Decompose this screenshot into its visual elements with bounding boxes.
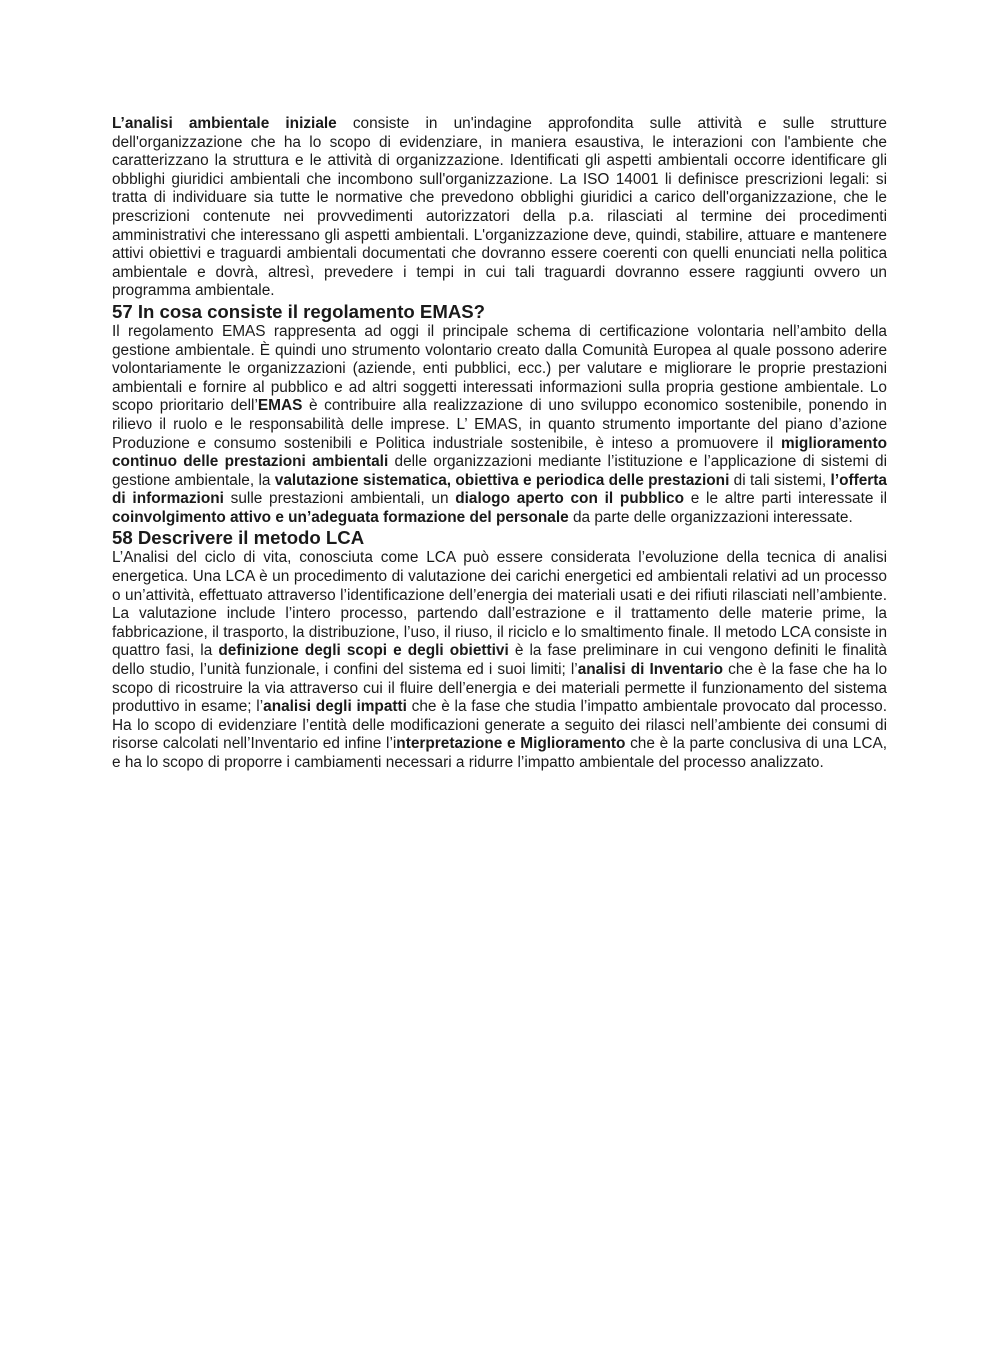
- text-run: delle organizzazioni mediante l’istituzione e l’applicazione di sistemi di gestione ambientale, la: [112, 453, 887, 489]
- bold-run: EMAS: [257, 397, 303, 415]
- bold-run: dialogo aperto con il pubblico: [455, 490, 684, 508]
- section-57-paragraph: [112, 323, 887, 528]
- text-run: Il regolamento EMAS rappresenta ad oggi il principale schema di certificazione volontaria nell’ambito della gestione ambientale. È quindi uno strumento volontario creato dalla Comunità Europea al quale possono aderire volontariamente le organizzazioni (aziende, enti pubblici, ecc.) per valutare e migliorare le proprie prestazioni ambientali e fornire al pubblico e ad altri soggetti interessati informazioni sulla propria gestione ambientale. Lo scopo prioritario dell’: [112, 322, 887, 415]
- text-run: che è la fase che studia l’impatto ambientale provocato dal processo. Ha lo scopo di evidenziare l’entità delle modificazioni generate a seguito dei rilasci nell’ambiente dei consumi di risorse calcolati nell’Inventario ed infine l’i: [112, 698, 887, 753]
- bold-run: l’offerta di informazioni: [112, 471, 887, 508]
- bold-run: analisi degli impatti: [263, 698, 407, 716]
- bold-run: miglioramento continuo delle prestazioni ambientali: [112, 434, 887, 471]
- bold-run: definizione degli scopi e degli obiettivi: [218, 642, 509, 660]
- bold-run: analisi di Inventario: [577, 661, 724, 679]
- text-run: è contribuire alla realizzazione di uno sviluppo economico sostenibile, ponendo in rilievo il ruolo e le responsabilità delle imprese. L’ EMAS, in quanto strumento importante del piano d’azione Produzione e consumo sostenibili e Politica industriale sostenibile, è inteso a promuovere il: [112, 397, 887, 452]
- section-58-paragraph: [112, 549, 887, 772]
- text-run: L’Analisi del ciclo di vita, conosciuta come LCA può essere considerata l’evoluzione della tecnica di analisi energetica. Una LCA è un procedimento di valutazione dei carichi energetici ed ambientali relativi ad un processo o un’attività, effettuato attraverso l’identificazione dell’energia dei materiali usati e dei rifiuti rilasciati nell’ambiente. La valutazione include l’intero processo, partendo dall’estrazione e il trattamento delle materie prime, la fabbricazione, il trasporto, la distribuzione, l’uso, il riuso, il riciclo e lo smaltimento finale. Il metodo LCA consiste in quattro fasi, la: [112, 549, 888, 660]
- bold-run: coinvolgimento attivo e un’adeguata formazione del personale: [112, 508, 569, 526]
- document-page: [112, 115, 887, 773]
- text-run: è la fase preliminare in cui vengono definiti le finalità dello studio, l’unità funzionale, i confini del sistema ed i suoi limiti; l’: [112, 642, 887, 679]
- section-57-title: 57 In cosa consiste il regolamento EMAS?: [112, 300, 486, 322]
- text-run: che è la fase che ha lo scopo di ricostruire la via attraverso cui il fluire dell’energia e dei materiali permette il funzionamento del sistema produttivo in esame; l’: [112, 661, 888, 716]
- bold-run: valutazione sistematica, obiettiva e periodica delle prestazioni: [274, 471, 730, 489]
- intro-paragraph: [112, 115, 887, 301]
- text-run: e le altre parti interessate il: [684, 490, 887, 508]
- section-58-title: 58 Descrivere il metodo LCA: [112, 527, 365, 549]
- intro-body: consiste in un'indagine approfondita sulle attività e sulle strutture dell'organizzazione che ha lo scopo di evidenziare, in maniera esaustiva, le interazioni con l'ambiente che caratterizzano la struttura e le attività di organizzazione. Identificati gli aspetti ambientali occorre identificare gli obblighi giuridici ambientali che incombono sull'organizzazione. La ISO 14001 li definisce prescrizioni legali: si tratta di individuare sia tutte le normative che prevedono obblighi giuridici a carico dell'organizzazione, che le prescrizioni contenute nei provvedimenti autorizzatori della p.a. rilasciati al termine dei procedimenti amministrativi che interessano gli aspetti ambientali. L'organizzazione deve, quindi, stabilire, attuare e mantenere attivi obiettivi e traguardi ambientali documentati che dovranno essere coerenti con quelli enunciati nella politica ambientale e dovrà, altresì, prevedere i tempi in cui tali traguardi dovranno essere raggiunti ovvero un programma ambientale.: [112, 115, 887, 300]
- text-run: di tali sistemi,: [729, 471, 831, 489]
- text-run: che è la parte conclusiva di una LCA, e ha lo scopo di proporre i cambiamenti necessari a ridurre l’impatto ambientale del processo analizzato.: [112, 735, 887, 771]
- text-run: sulle prestazioni ambientali, un: [223, 490, 456, 508]
- text-run: da parte delle organizzazioni interessate.: [568, 508, 853, 526]
- intro-lead-bold: L’analisi ambientale iniziale: [112, 115, 337, 132]
- bold-run: nterpretazione e Miglioramento: [396, 735, 626, 753]
